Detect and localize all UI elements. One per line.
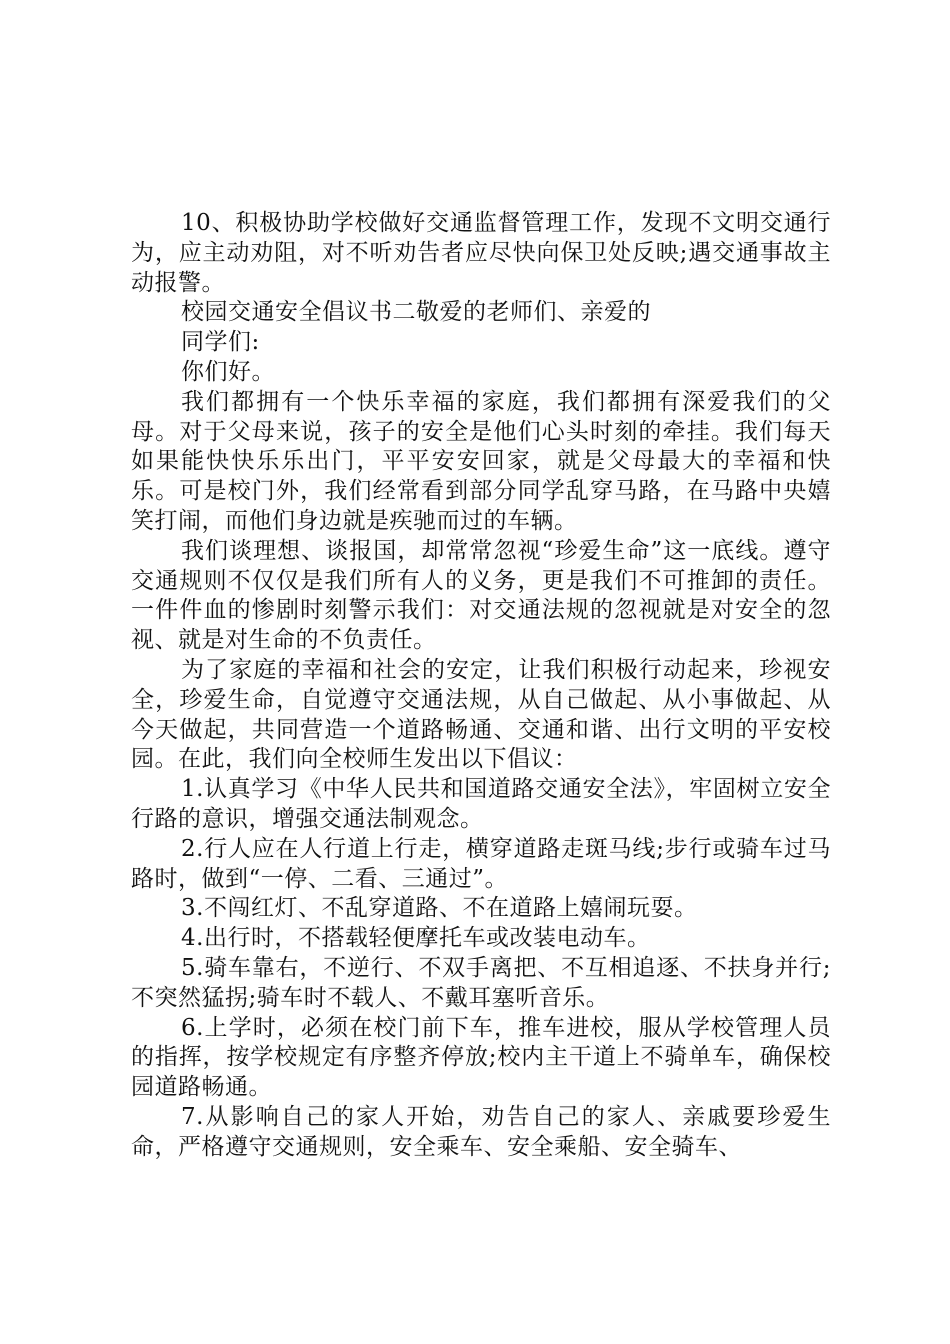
proposal-item-2: 2.行人应在人行道上行走，横穿道路走斑马线;步行或骑车过马路时，做到“一停、二看、三通过”。 [131,835,831,892]
paragraph-family: 我们都拥有一个快乐幸福的家庭，我们都拥有深爱我们的父母。对于父母来说，孩子的安全是他们心头时刻的牵挂。我们每天如果能快快乐乐出门，平平安安回家，就是父母最大的幸福和快乐。可是校门外，我们经常看到部分同学乱穿马路，在马路中央嬉笑打闹，而他们身边就是疾驰而过的车辆。 [131,388,831,534]
proposal-item-5: 5.骑车靠右，不逆行、不双手离把、不互相追逐、不扶身并行;不突然猛拐;骑车时不载人、不戴耳塞听音乐。 [131,954,831,1011]
proposal-item-1: 1.认真学习《中华人民共和国道路交通安全法》，牢固树立安全行路的意识，增强交通法制观念。 [131,776,831,832]
greeting: 你们好。 [181,358,275,385]
proposal-item-3: 3.不闯红灯、不乱穿道路、不在道路上嬉闹玩耍。 [181,895,698,922]
document-body [131,209,831,1163]
proposal-item-6: 6.上学时，必须在校门前下车，推车进校，服从学校管理人员的指挥，按学校规定有序整齐停放;校内主干道上不骑单车，确保校园道路畅通。 [131,1014,831,1101]
second-proposal-heading: 校园交通安全倡议书二敬爱的老师们、亲爱的 [181,299,651,326]
paragraph-item-10: 10、积极协助学校做好交通监督管理工作，发现不文明交通行为，应主动劝阻，对不听劝告者应尽快向保卫处反映;遇交通事故主动报警。 [131,210,831,296]
salutation: 同学们: [181,329,260,356]
paragraph-call-to-action: 为了家庭的幸福和社会的安定，让我们积极行动起来，珍视安全，珍爱生命，自觉遵守交通法规，从自己做起、从小事做起、从今天做起，共同营造一个道路畅通、交通和谐、出行文明的平安校园。在此，我们向全校师生发出以下倡议： [131,656,831,773]
paragraph-responsibility: 我们谈理想、谈报国，却常常忽视“珍爱生命”这一底线。遵守交通规则不仅仅是我们所有人的义务，更是我们不可推卸的责任。一件件血的惨剧时刻警示我们：对交通法规的忽视就是对安全的忽视、就是对生命的不负责任。 [131,537,831,654]
proposal-item-4: 4.出行时，不搭载轻便摩托车或改装电动车。 [181,925,651,952]
proposal-item-7: 7.从影响自己的家人开始，劝告自己的家人、亲戚要珍爱生命，严格遵守交通规则，安全乘车、安全乘船、安全骑车、 [131,1103,831,1160]
